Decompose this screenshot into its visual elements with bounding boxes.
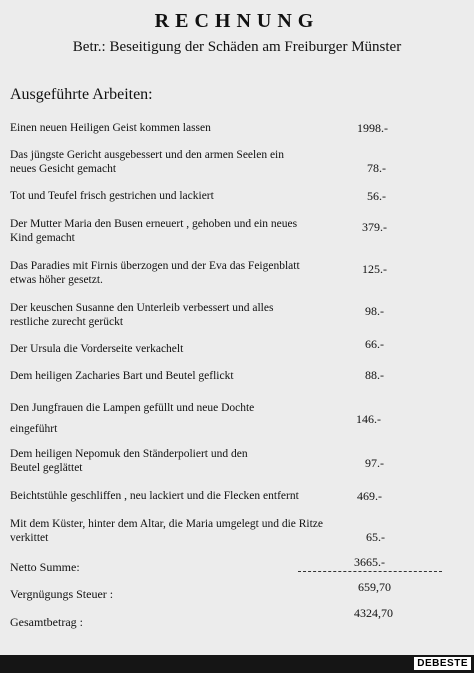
line-item-text: Den Jungfrauen die Lampen gefüllt und neue Dochte eingeführt [10, 402, 255, 435]
line-item-amount: 98.- [365, 304, 384, 318]
invoice-title: RECHNUNG [154, 10, 320, 32]
line-item-amount: 146.- [356, 412, 381, 426]
line-item-text: Der keuschen Susanne den Unterleib verbessert und alles restliche zurecht gerückt [10, 302, 274, 328]
line-item-text: Das jüngste Gericht ausgebessert und den armen Seelen ein neues Gesicht gemacht [10, 149, 284, 175]
line-item-amount: 78.- [367, 161, 386, 175]
total-value: 4324,70 [354, 606, 393, 620]
footer-bar [0, 655, 474, 673]
line-item-text: Der Ursula die Vorderseite verkachelt [10, 343, 184, 355]
line-item-text: Einen neuen Heiligen Geist kommen lassen [10, 122, 211, 134]
line-item-amount: 56.- [367, 189, 386, 203]
line-item-text: Beichtstühle geschliffen , neu lackiert und die Flecken entfernt [10, 490, 299, 502]
net-sum-label: Netto Summe: [10, 560, 80, 574]
line-item-amount: 379.- [362, 220, 387, 234]
divider-line [298, 571, 442, 572]
line-item-amount: 1998.- [357, 121, 388, 135]
invoice-subtitle: Betr.: Beseitigung der Schäden am Freiburger Münster [72, 39, 402, 55]
line-item-amount: 65.- [366, 530, 385, 544]
section-title: Ausgeführte Arbeiten: [10, 86, 153, 103]
total-label: Gesamtbetrag : [10, 615, 83, 629]
net-sum-value: 3665.- [354, 555, 385, 569]
line-item-text: Mit dem Küster, hinter dem Altar, die Maria umgelegt und die Ritze verkittet [10, 518, 324, 544]
line-item-text: Der Mutter Maria den Busen erneuert , gehoben und ein neues Kind gemacht [10, 218, 298, 244]
line-item-text: Dem heiligen Zacharies Bart und Beutel geflickt [10, 370, 234, 382]
line-item-amount: 88.- [365, 368, 384, 382]
tax-value: 659,70 [358, 580, 391, 594]
line-item-text: Tot und Teufel frisch gestrichen und lackiert [10, 190, 214, 202]
tax-label: Vergnügungs Steuer : [10, 587, 114, 601]
line-item-amount: 66.- [365, 337, 384, 351]
watermark-logo: DEBESTE [414, 657, 471, 670]
line-item-text: Dem heiligen Nepomuk den Ständerpoliert und den Beutel geglättet [10, 448, 248, 474]
line-item-text: Das Paradies mit Firnis überzogen und der Eva das Feigenblatt etwas höher gesetzt. [10, 260, 300, 286]
line-item-amount: 97.- [365, 456, 384, 470]
line-item-amount: 125.- [362, 262, 387, 276]
line-item-amount: 469.- [357, 489, 382, 503]
